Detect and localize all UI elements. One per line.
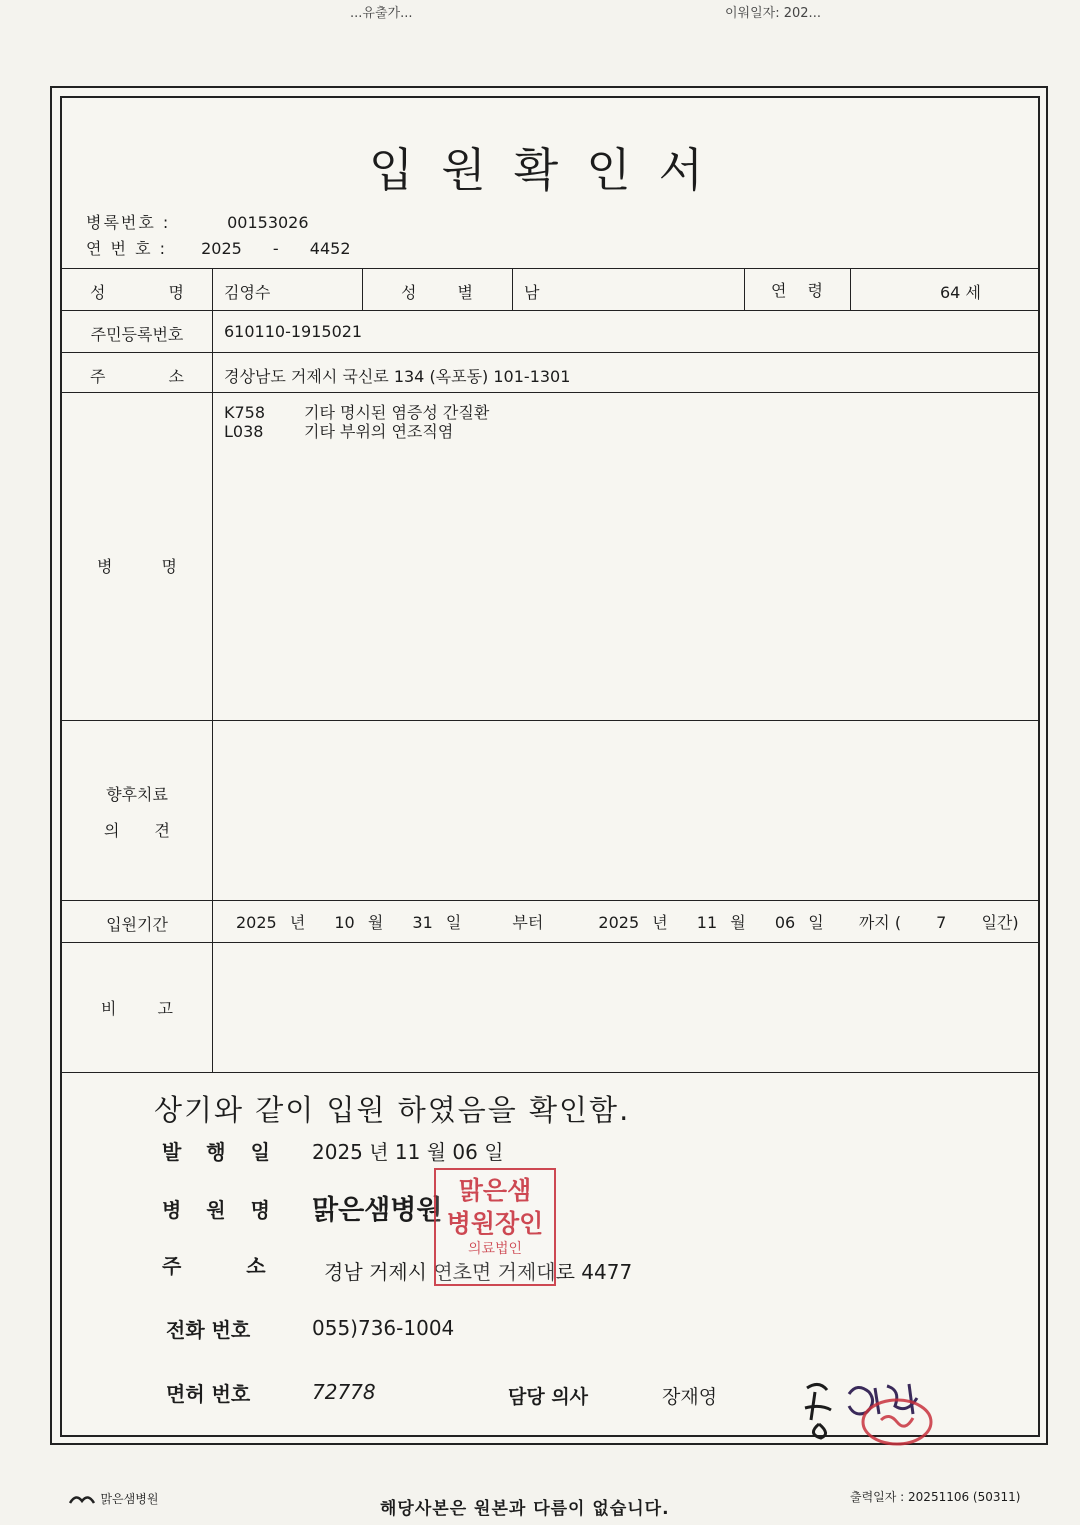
diagnosis-item [224, 403, 489, 422]
hospital-name-label: 병 원 명 [162, 1198, 270, 1222]
unit-year: 년 [289, 913, 306, 932]
diagnosis-label: 병 명 [97, 557, 177, 576]
diagnosis-item [224, 422, 453, 441]
serial-dash: - [272, 239, 279, 258]
phone-label: 전화 번호 [166, 1318, 251, 1342]
age-label: 연 령 [771, 281, 823, 300]
diagnosis-code: L038 [224, 422, 264, 441]
rule [62, 1072, 1038, 1073]
from-year: 2025 [236, 913, 277, 932]
rule [62, 310, 1038, 311]
unit-day: 일 [808, 913, 824, 932]
admission-label: 입원기간 [106, 915, 168, 934]
rule [62, 352, 1038, 353]
record-number-row [86, 210, 309, 233]
diagnosis-desc: 기타 명시된 염증성 간질환 [304, 403, 490, 422]
footer-logo-text: 맑은샘병원 [100, 1492, 159, 1506]
document-title: 입원확인서 [368, 143, 732, 197]
footer-print-info: 출력일자 : 20251106 (50311) [850, 1490, 1021, 1504]
hospital-name: 맑은샘병원 [312, 1195, 443, 1226]
top-cropped-strip [0, 0, 1080, 22]
doctor-signature [797, 1368, 937, 1458]
to-year: 2025 [598, 913, 640, 932]
to-day: 06 [774, 913, 796, 932]
issue-date-value: 2025 년 11 월 06 일 [312, 1140, 504, 1164]
unit-month: 월 [730, 913, 746, 932]
from-day: 31 [412, 913, 433, 932]
record-number-label: 병록번호 : [86, 213, 171, 232]
serial-year: 2025 [201, 239, 242, 258]
rule [62, 900, 1038, 901]
unit-day: 일 [445, 913, 462, 932]
days-count: 7 [936, 913, 947, 932]
doctor-label: 담당 의사 [508, 1386, 589, 1408]
hospital-address-label: 주 소 [162, 1254, 266, 1278]
from-word: 부터 [512, 913, 544, 932]
top-fragment-left: ...유출가... [350, 6, 413, 21]
serial-number-label: 연 번 호 : [86, 239, 168, 258]
from-month: 10 [334, 913, 355, 932]
admission-period [236, 910, 1019, 933]
rrn-label: 주민등록번호 [90, 325, 184, 344]
stamp-line-1: 맑은샘 [458, 1176, 532, 1205]
name-label: 성 명 [90, 283, 184, 302]
hospital-address: 경남 거제시 연초면 거제대로 4477 [324, 1260, 633, 1284]
footer-notice: 해당사본은 원본과 다름이 없습니다. [380, 1499, 670, 1519]
diagnosis-code: K758 [224, 403, 266, 422]
patient-name: 김영수 [224, 283, 271, 302]
patient-sex: 남 [524, 283, 540, 302]
footer-logo [68, 1490, 158, 1507]
patient-address: 경상남도 거제시 국신로 134 (옥포동) 101-1301 [224, 367, 571, 386]
serial-number-row [86, 236, 351, 259]
unit-month: 월 [367, 913, 384, 932]
hospital-logo-icon [68, 1491, 96, 1507]
serial-num: 4452 [309, 239, 351, 258]
confirmation-statement: 상기와 같이 입원 하였음을 확인함. [154, 1093, 631, 1127]
days-unit: 일간) [981, 913, 1019, 932]
rule [62, 942, 1038, 943]
rule [62, 720, 1038, 721]
license-value: 72778 [312, 1380, 376, 1404]
followup-label-2: 의 견 [104, 821, 170, 840]
stamp-line-2: 병원장인 [446, 1209, 544, 1238]
column-divider [512, 268, 513, 310]
diagnosis-desc: 기타 부위의 연조직염 [304, 422, 454, 441]
until-word: 까지 ( [858, 913, 902, 932]
address-label: 주 소 [90, 367, 184, 386]
patient-rrn: 610110-1915021 [224, 322, 363, 341]
rule [62, 268, 1038, 269]
label-column-divider [212, 268, 213, 1072]
patient-age: 64 세 [940, 283, 981, 302]
unit-year: 년 [652, 913, 668, 932]
record-number-value: 00153026 [227, 213, 309, 232]
license-label: 면허 번호 [166, 1382, 251, 1406]
phone-value: 055)736-1004 [312, 1316, 455, 1340]
followup-label-1: 향후치료 [106, 785, 168, 804]
hospital-seal-stamp [434, 1168, 556, 1286]
sex-label: 성 별 [401, 283, 473, 302]
stamp-line-3: 의료법인 [467, 1241, 523, 1257]
top-fragment-right: 이워일자: 202... [725, 6, 821, 21]
issue-date-label: 발 행 일 [162, 1140, 270, 1164]
column-divider [850, 268, 851, 310]
to-month: 11 [696, 913, 718, 932]
remarks-label: 비 고 [101, 999, 173, 1018]
doctor-name: 장재영 [662, 1386, 718, 1408]
rule [62, 392, 1038, 393]
admission-certificate-form [50, 86, 1048, 1445]
form-inner-border [60, 96, 1040, 1437]
